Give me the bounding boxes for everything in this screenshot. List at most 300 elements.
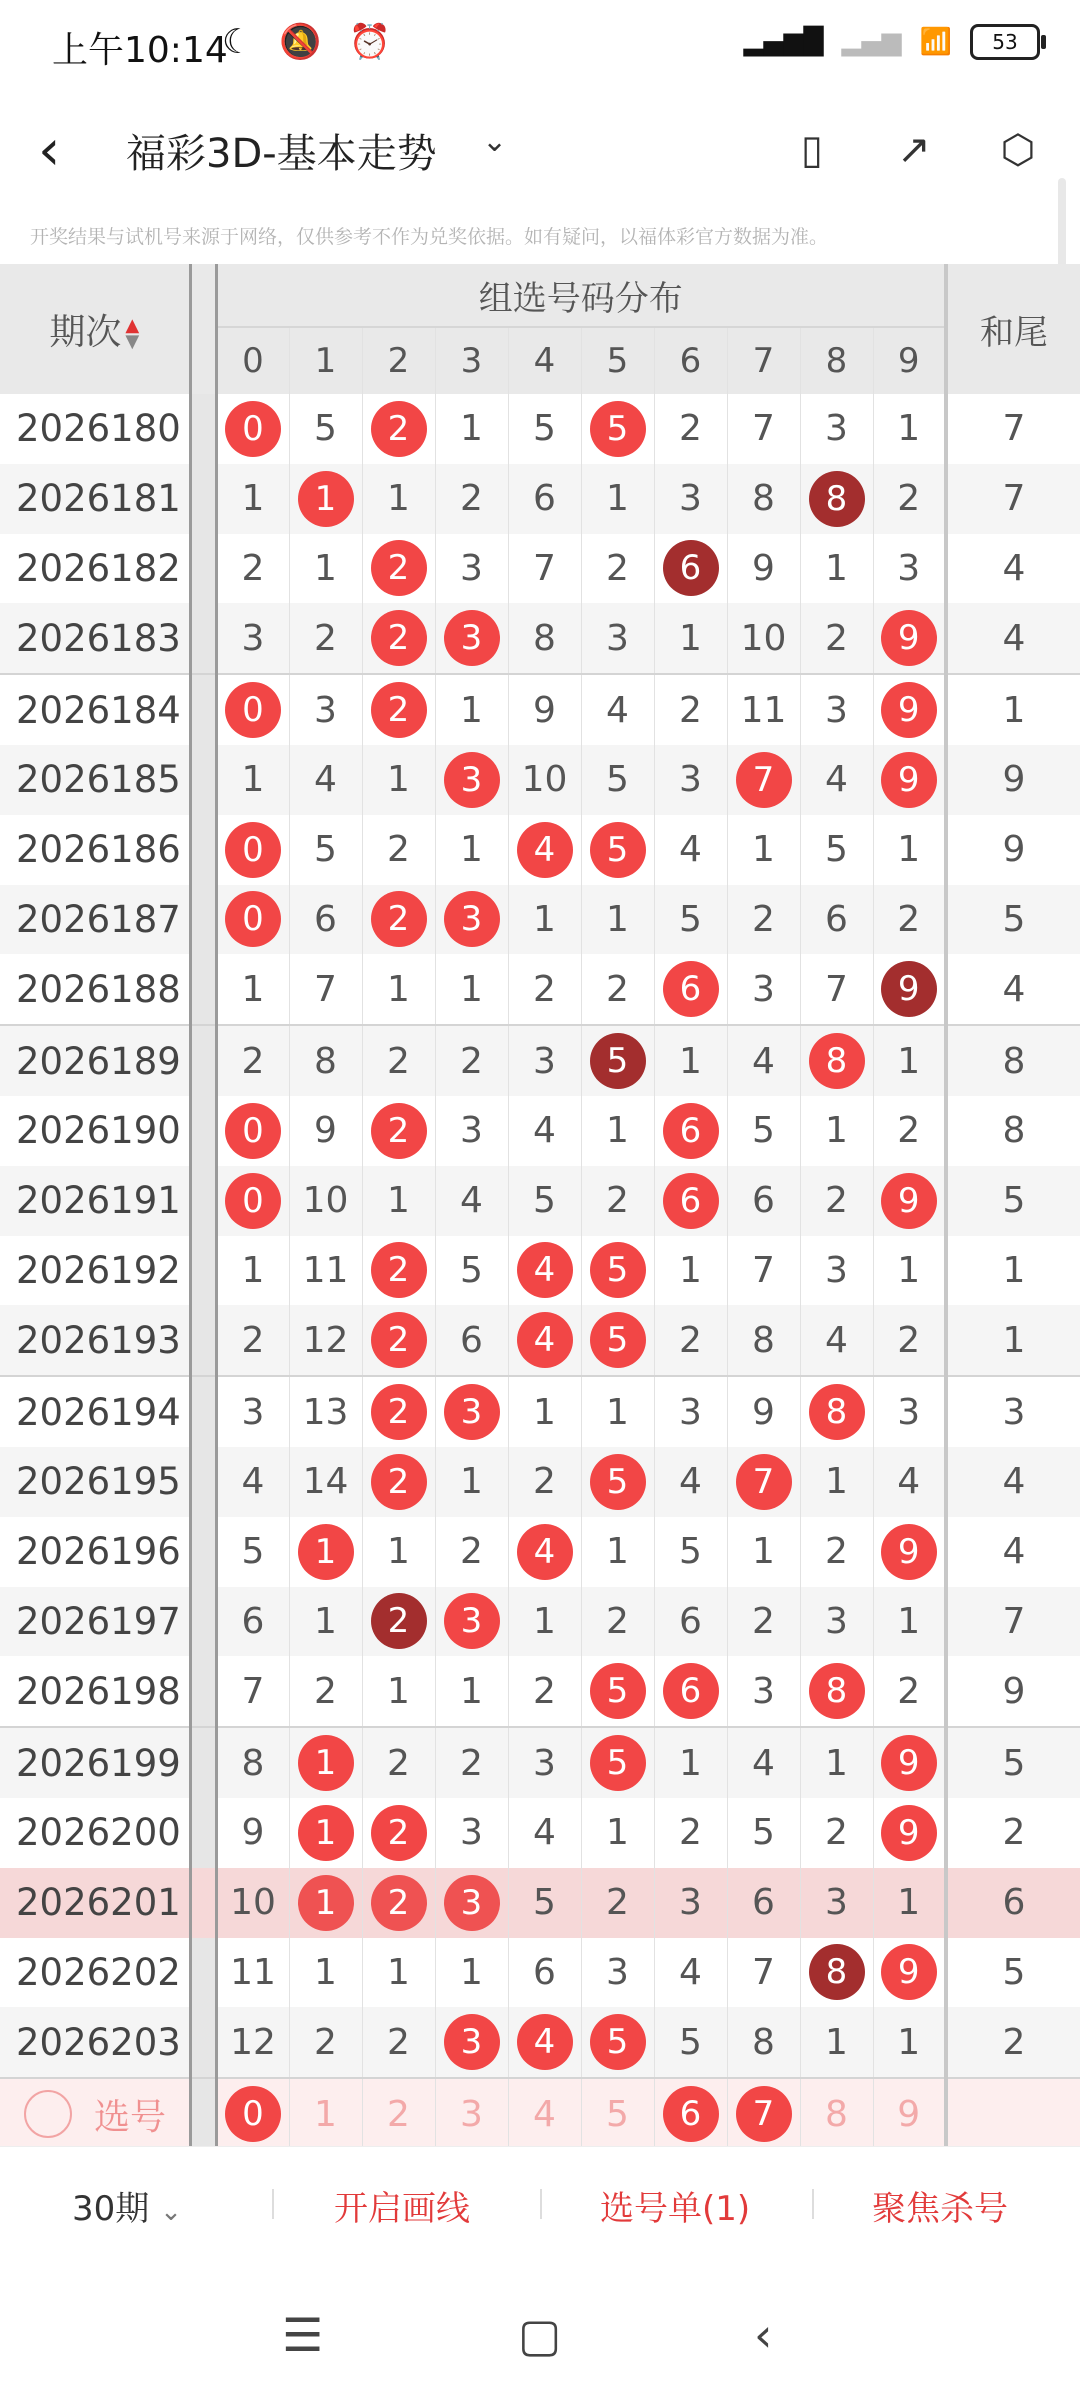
miss-count: 1	[606, 1110, 629, 1152]
miss-count: 5	[533, 1180, 556, 1222]
column-divider	[190, 1025, 216, 1096]
miss-count: 3	[679, 1882, 702, 1924]
pick-digit-selected[interactable]: 7	[736, 2086, 792, 2142]
drawn-number-ball: 8	[809, 1384, 865, 1440]
miss-count: 2	[387, 1742, 410, 1784]
pick-list-button[interactable]: 选号单(1)	[600, 2189, 751, 2229]
digit-cell	[362, 1656, 435, 1727]
digit-cell	[216, 603, 289, 674]
digit-cell	[800, 603, 873, 674]
period-cell: 2026197	[0, 1587, 190, 1657]
chevron-down-icon[interactable]: ⌄	[482, 124, 508, 159]
digit-cell	[873, 1096, 946, 1166]
miss-count: 2	[460, 1531, 483, 1573]
period-header-label: 期次	[49, 311, 122, 353]
period-select[interactable]	[72, 2181, 182, 2230]
digit-cell	[435, 1587, 508, 1657]
drawn-number-ball: 2	[371, 891, 427, 947]
digit-cell	[800, 674, 873, 745]
period-cell: 2026185	[0, 745, 190, 815]
signal2-icon: ▂▄▆	[841, 27, 902, 57]
pick-digit-cell[interactable]	[362, 2078, 435, 2149]
tail-cell: 4	[946, 603, 1080, 674]
digit-cell	[508, 1517, 581, 1587]
digit-cell	[362, 1376, 435, 1447]
miss-count: 5	[606, 759, 629, 801]
tail-cell: 7	[946, 464, 1080, 534]
radio-icon[interactable]	[24, 2090, 72, 2138]
digit-cell	[216, 1727, 289, 1798]
digit-cell	[508, 815, 581, 885]
drawn-number-ball: 2	[371, 1384, 427, 1440]
focus-kill-button[interactable]: 聚焦杀号	[872, 2189, 1008, 2229]
digit-cell	[727, 464, 800, 534]
column-divider	[190, 1938, 216, 2008]
digit-cell	[581, 745, 654, 815]
miss-count: 3	[897, 1391, 921, 1433]
tail-cell: 4	[946, 534, 1080, 604]
battery-level: 53	[992, 30, 1018, 54]
miss-count: 5	[679, 1531, 702, 1573]
digit-cell	[216, 394, 289, 464]
layout-icon[interactable]: ▯	[800, 127, 823, 173]
digit-cell	[727, 1727, 800, 1798]
digit-cell	[654, 2007, 727, 2078]
miss-count: 1	[897, 1600, 921, 1642]
home-icon[interactable]: ▢	[518, 2308, 562, 2362]
digit-cell	[654, 603, 727, 674]
digit-header: 4	[508, 327, 581, 394]
digit-cell	[581, 1587, 654, 1657]
miss-count: 2	[825, 617, 848, 659]
digit-cell	[800, 1305, 873, 1376]
miss-count: 1	[533, 1600, 556, 1642]
miss-count: 1	[825, 1742, 848, 1784]
drawn-number-ball: 2	[371, 610, 427, 666]
miss-count: 1	[752, 829, 775, 871]
miss-count: 1	[825, 1461, 848, 1503]
drawn-number-ball: 6	[663, 1173, 719, 1229]
miss-count: 2	[825, 1812, 848, 1854]
digit-cell	[362, 534, 435, 604]
digit-cell	[727, 1166, 800, 1236]
table-row[interactable]	[0, 1938, 1080, 2008]
digit-cell	[873, 1798, 946, 1868]
table-row[interactable]	[0, 1798, 1080, 1868]
miss-count: 10	[230, 1882, 276, 1924]
table-row[interactable]	[0, 1517, 1080, 1587]
digit-cell	[873, 1166, 946, 1236]
digit-header: 1	[289, 327, 362, 394]
miss-count: 1	[897, 1249, 921, 1291]
drawn-number-ball: 9	[881, 610, 937, 666]
tail-cell: 6	[946, 1868, 1080, 1938]
table-row[interactable]	[0, 1166, 1080, 1236]
digit-cell	[216, 954, 289, 1025]
digit-cell	[362, 394, 435, 464]
miss-count: 1	[387, 1951, 410, 1993]
digit-cell	[581, 394, 654, 464]
table-row[interactable]	[0, 1587, 1080, 1657]
pick-digit-cell[interactable]	[654, 2078, 727, 2149]
digit-cell	[289, 1166, 362, 1236]
digit-cell	[800, 1727, 873, 1798]
miss-count: 4	[314, 759, 337, 801]
drawn-number-ball: 9	[881, 1944, 937, 2000]
digit-cell	[289, 1727, 362, 1798]
digit-cell	[654, 954, 727, 1025]
table-row[interactable]	[0, 1656, 1080, 1727]
table-row[interactable]	[0, 603, 1080, 674]
digit-cell	[508, 745, 581, 815]
tail-cell: 4	[946, 1447, 1080, 1517]
digit-cell	[654, 1727, 727, 1798]
table-row[interactable]	[0, 815, 1080, 885]
sort-icon[interactable]: ▲ ▼	[125, 314, 140, 352]
column-divider	[190, 1096, 216, 1166]
miss-count: 2	[533, 968, 556, 1010]
miss-count: 1	[387, 478, 410, 520]
table-row[interactable]	[0, 1727, 1080, 1798]
digit-cell	[581, 1938, 654, 2008]
digit-cell	[654, 815, 727, 885]
miss-count: 1	[606, 898, 629, 940]
tail-cell: 1	[946, 1305, 1080, 1376]
table-row[interactable]	[0, 464, 1080, 534]
digit-cell	[873, 885, 946, 955]
digit-cell	[654, 1868, 727, 1938]
miss-count: 7	[752, 408, 775, 450]
miss-count: 3	[460, 1110, 483, 1152]
digit-cell	[435, 1656, 508, 1727]
miss-count: 1	[897, 2021, 921, 2063]
miss-count: 1	[606, 1812, 629, 1854]
drawn-number-ball: 8	[809, 1944, 865, 2000]
digit-cell	[362, 1025, 435, 1096]
column-divider	[190, 534, 216, 604]
pick-row	[0, 2078, 1080, 2149]
miss-count: 13	[302, 1391, 349, 1433]
drawn-number-ball: 9	[881, 682, 937, 738]
miss-count: 3	[533, 1742, 556, 1784]
pick-digit-selected[interactable]: 0	[225, 2086, 281, 2142]
table-row[interactable]	[0, 1447, 1080, 1517]
digit-cell	[581, 1868, 654, 1938]
miss-count: 8	[241, 1742, 265, 1784]
digit-cell	[435, 1868, 508, 1938]
digit-header: 2	[362, 327, 435, 394]
miss-count: 2	[897, 1110, 921, 1152]
digit-cell	[800, 1447, 873, 1517]
miss-count: 6	[679, 1600, 702, 1642]
table-row[interactable]	[0, 1305, 1080, 1376]
pick-digit[interactable]: 1	[314, 2093, 337, 2135]
miss-count: 2	[752, 1600, 775, 1642]
drawn-number-ball: 6	[663, 961, 719, 1017]
period-cell: 2026188	[0, 954, 190, 1025]
miss-count: 1	[460, 968, 483, 1010]
digit-cell	[289, 1236, 362, 1306]
miss-count: 2	[387, 2021, 410, 2063]
miss-count: 5	[314, 408, 337, 450]
table-row[interactable]	[0, 394, 1080, 464]
menu-icon[interactable]: ☰	[282, 2308, 324, 2362]
table-row[interactable]	[0, 1868, 1080, 1938]
column-divider	[190, 1798, 216, 1868]
tail-header: 和尾	[946, 264, 1080, 394]
digit-cell	[873, 954, 946, 1025]
table-row[interactable]	[0, 674, 1080, 745]
miss-count: 8	[752, 1319, 775, 1361]
digit-cell	[727, 1798, 800, 1868]
digit-cell	[216, 1868, 289, 1938]
miss-count: 4	[825, 759, 848, 801]
miss-count: 1	[241, 968, 265, 1010]
digit-cell	[800, 1376, 873, 1447]
digit-cell	[727, 1096, 800, 1166]
miss-count: 1	[679, 617, 702, 659]
share-icon[interactable]: ↗	[897, 127, 931, 173]
digit-cell	[435, 1025, 508, 1096]
drawn-number-ball: 6	[663, 540, 719, 596]
digit-cell	[654, 1236, 727, 1306]
digit-cell	[362, 674, 435, 745]
digit-cell	[727, 1447, 800, 1517]
digit-cell	[800, 954, 873, 1025]
table-row[interactable]	[0, 1096, 1080, 1166]
digit-cell	[435, 1517, 508, 1587]
period-cell: 2026190	[16, 1109, 181, 1153]
miss-count: 2	[897, 478, 921, 520]
miss-count: 2	[679, 408, 702, 450]
digit-cell	[654, 534, 727, 604]
digit-cell	[508, 1587, 581, 1657]
moon-icon: ☾	[222, 22, 261, 62]
pick-digit[interactable]: 9	[897, 2093, 921, 2135]
miss-count: 3	[533, 1040, 556, 1082]
period-cell: 2026187	[0, 885, 190, 955]
miss-count: 1	[460, 1670, 483, 1712]
digit-cell	[508, 1305, 581, 1376]
miss-count: 4	[606, 689, 629, 731]
drawn-number-ball: 2	[371, 1103, 427, 1159]
drawn-number-ball: 1	[298, 1524, 354, 1580]
page-title[interactable]: 福彩3D-基本走势	[126, 131, 437, 177]
miss-count: 1	[679, 1742, 702, 1784]
pick-digit[interactable]: 5	[606, 2093, 629, 2135]
drawn-number-ball: 3	[444, 1384, 500, 1440]
table-row[interactable]	[0, 1236, 1080, 1306]
digit-cell	[581, 1727, 654, 1798]
digit-cell	[873, 1938, 946, 2008]
digit-cell	[800, 1798, 873, 1868]
tail-cell: 1	[946, 1236, 1080, 1306]
disclaimer-text: 开奖结果与试机号来源于网络，仅供参考不作为兑奖依据。如有疑问，以福体彩官方数据为准。	[30, 226, 829, 248]
miss-count: 14	[302, 1461, 349, 1503]
miss-count: 2	[241, 1319, 265, 1361]
period-cell: 2026186	[16, 828, 181, 872]
period-cell: 2026202	[16, 1950, 181, 1994]
pick-digit[interactable]: 8	[825, 2093, 848, 2135]
miss-count: 1	[241, 759, 265, 801]
miss-count: 1	[387, 759, 410, 801]
miss-count: 3	[825, 408, 848, 450]
digit-cell	[654, 1305, 727, 1376]
miss-count: 3	[314, 689, 337, 731]
pick-digit-cell[interactable]	[435, 2078, 508, 2149]
column-divider	[190, 954, 216, 1025]
period-header[interactable]	[0, 264, 190, 394]
miss-count: 2	[897, 898, 921, 940]
miss-count: 1	[387, 1180, 410, 1222]
drawn-number-ball: 5	[590, 1735, 646, 1791]
pick-digit-cell[interactable]	[508, 2078, 581, 2149]
back-nav-icon[interactable]: ‹	[754, 2308, 773, 2362]
column-divider	[190, 745, 216, 815]
miss-count: 4	[825, 1319, 848, 1361]
miss-count: 2	[606, 547, 629, 589]
miss-count: 2	[606, 968, 629, 1010]
digit-cell	[508, 885, 581, 955]
digit-cell	[289, 1938, 362, 2008]
miss-count: 2	[606, 1882, 629, 1924]
pick-digit-cell[interactable]	[289, 2078, 362, 2149]
miss-count: 5	[679, 2021, 702, 2063]
miss-count: 1	[606, 1391, 629, 1433]
pick-digit-selected[interactable]: 6	[663, 2086, 719, 2142]
table-row[interactable]	[0, 1376, 1080, 1447]
digit-cell	[873, 2007, 946, 2078]
miss-count: 2	[387, 1040, 410, 1082]
miss-count: 4	[533, 1812, 556, 1854]
miss-count: 2	[533, 1670, 556, 1712]
digit-header: 8	[800, 327, 873, 394]
digit-cell	[727, 394, 800, 464]
pick-label-cell[interactable]	[0, 2078, 190, 2149]
drawn-number-ball: 5	[590, 1312, 646, 1368]
group-header: 组选号码分布	[216, 264, 946, 327]
digit-cell	[362, 815, 435, 885]
digit-cell	[362, 745, 435, 815]
digit-cell	[581, 1376, 654, 1447]
signal-icon: ▂▄▆█	[743, 27, 824, 57]
digit-cell	[873, 1376, 946, 1447]
digit-cell	[873, 1025, 946, 1096]
digit-cell	[873, 603, 946, 674]
digit-cell	[216, 1166, 289, 1236]
divider	[540, 2189, 542, 2219]
drawn-number-ball: 1	[298, 1875, 354, 1931]
digit-cell	[289, 745, 362, 815]
wifi-icon: 📶	[919, 27, 952, 57]
digit-cell	[216, 674, 289, 745]
digit-cell	[873, 394, 946, 464]
digit-cell	[727, 954, 800, 1025]
tail-cell: 5	[946, 885, 1080, 955]
period-cell: 2026193	[0, 1305, 190, 1376]
pick-digit-cell[interactable]	[727, 2078, 800, 2149]
digit-cell	[362, 1166, 435, 1236]
period-cell: 2026182	[16, 546, 181, 590]
digit-cell	[289, 1447, 362, 1517]
pick-digit-cell[interactable]	[873, 2078, 946, 2149]
digit-cell	[727, 1938, 800, 2008]
column-divider	[190, 1517, 216, 1587]
miss-count: 4	[679, 1461, 702, 1503]
table-row[interactable]	[0, 745, 1080, 815]
miss-count: 10	[302, 1180, 349, 1222]
pick-digit-cell[interactable]	[581, 2078, 654, 2149]
table-row[interactable]	[0, 1025, 1080, 1096]
tail-cell: 1	[946, 674, 1080, 745]
draw-line-button[interactable]: 开启画线	[334, 2189, 470, 2229]
pick-digit[interactable]: 4	[533, 2093, 556, 2135]
miss-count: 5	[241, 1531, 265, 1573]
drawn-number-ball: 6	[663, 1103, 719, 1159]
digit-cell	[508, 1025, 581, 1096]
digit-cell	[435, 603, 508, 674]
drawn-number-ball: 1	[298, 471, 354, 527]
digit-cell	[289, 1587, 362, 1657]
miss-count: 7	[752, 1249, 775, 1291]
drawn-number-ball: 0	[225, 891, 281, 947]
digit-cell	[362, 1236, 435, 1306]
table-row[interactable]	[0, 2007, 1080, 2078]
miss-count: 1	[460, 829, 483, 871]
miss-count: 9	[533, 689, 556, 731]
digit-cell	[508, 1938, 581, 2008]
miss-count: 1	[387, 1531, 410, 1573]
digit-cell	[216, 745, 289, 815]
digit-cell	[654, 745, 727, 815]
table-row[interactable]	[0, 534, 1080, 604]
digit-cell	[800, 1166, 873, 1236]
digit-cell	[362, 1587, 435, 1657]
drawn-number-ball: 3	[444, 891, 500, 947]
period-cell: 2026203	[0, 2007, 190, 2078]
miss-count: 2	[460, 1742, 483, 1784]
table-row[interactable]	[0, 954, 1080, 1025]
app-header	[0, 90, 1080, 210]
settings-icon[interactable]: ⬡	[1000, 127, 1036, 173]
miss-count: 2	[679, 1319, 702, 1361]
pick-digit[interactable]: 3	[460, 2093, 483, 2135]
drawn-number-ball: 1	[298, 1735, 354, 1791]
miss-count: 8	[533, 617, 556, 659]
drawn-number-ball: 2	[371, 1593, 427, 1649]
miss-count: 1	[387, 968, 410, 1010]
digit-cell	[654, 1656, 727, 1727]
miss-count: 10	[521, 759, 568, 801]
digit-cell	[727, 1656, 800, 1727]
table-row[interactable]	[0, 885, 1080, 955]
digit-cell	[216, 885, 289, 955]
digit-cell	[508, 1798, 581, 1868]
miss-count: 4	[241, 1461, 265, 1503]
digit-cell	[216, 1938, 289, 2008]
pick-digit[interactable]: 2	[387, 2093, 410, 2135]
column-divider	[190, 815, 216, 885]
system-nav-bar	[0, 2280, 1080, 2400]
back-icon[interactable]: ‹	[38, 118, 61, 183]
digit-cell	[289, 1025, 362, 1096]
digit-cell	[508, 534, 581, 604]
pick-digit-cell[interactable]	[216, 2078, 289, 2149]
miss-count: 7	[241, 1670, 265, 1712]
digit-cell	[508, 464, 581, 534]
drawn-number-ball: 0	[225, 822, 281, 878]
pick-digit-cell[interactable]	[800, 2078, 873, 2149]
